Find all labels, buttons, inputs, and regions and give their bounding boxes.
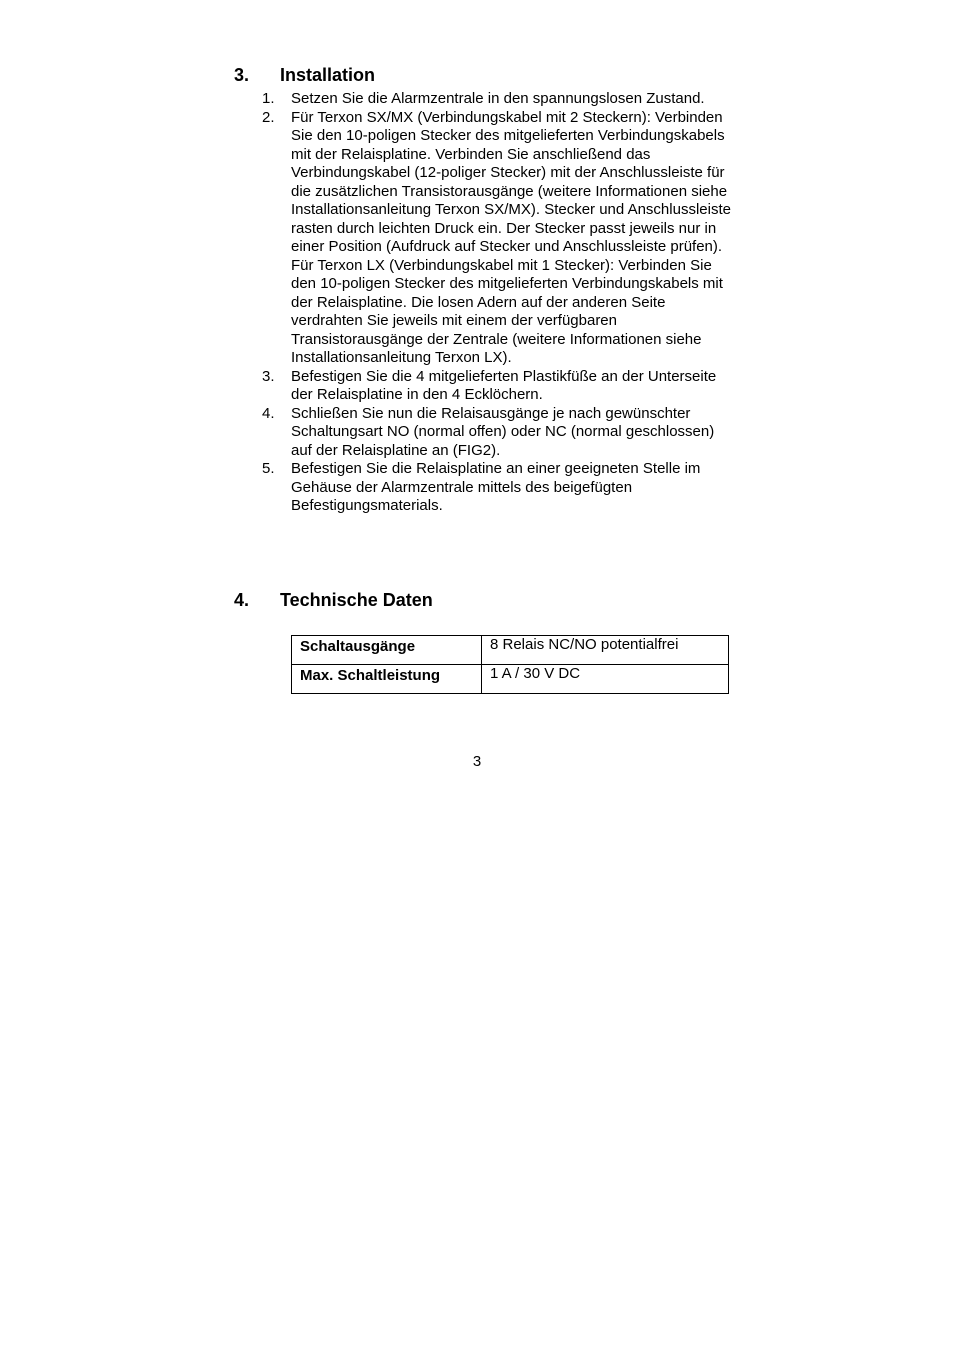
technical-data-table bbox=[291, 635, 729, 694]
section-number: 3. bbox=[234, 65, 250, 85]
section-title: Technische Daten bbox=[280, 590, 433, 610]
table-cell-label: Schaltausgänge bbox=[292, 636, 482, 665]
table-row bbox=[292, 636, 729, 665]
section-heading-installation bbox=[234, 64, 634, 86]
list-item-number: 1. bbox=[262, 90, 275, 107]
step-text: Für Terxon LX (Verbindungskabel mit 1 Stecker): Verbinden Sie den 10-poligen Stecker des mitgelieferten Verbindungskabels mit der Relaisplatine. Die losen Adern auf der anderen Seite verdrahten Sie jeweils mit einem der verfügbaren Transistorausgänge der Zentrale (weitere Informationen siehe Installationsanleitung Terxon LX). bbox=[291, 256, 723, 366]
table-row bbox=[292, 665, 729, 694]
installation-steps-list bbox=[262, 90, 732, 516]
list-item bbox=[262, 460, 732, 516]
step-text: Setzen Sie die Alarmzentrale in den spannungslosen Zustand. bbox=[291, 90, 705, 107]
list-item-number: 2. bbox=[262, 108, 275, 126]
step-text: Befestigen Sie die Relaisplatine an einer geeigneten Stelle im Gehäuse der Alarmzentrale mittels des beigefügten Befestigungsmaterials. bbox=[291, 460, 701, 514]
table-cell-label: Max. Schaltleistung bbox=[292, 665, 482, 694]
list-item bbox=[262, 368, 732, 405]
step-text: Für Terxon SX/MX (Verbindungskabel mit 2 Steckern): Verbinden Sie den 10-poligen Stecker des mitgelieferten Verbindungskabels mit der Relaisplatine. Verbinden Sie anschließend das Verbindungskabel (12-poliger Stecker) mit der Anschlussleiste für die zusätzlichen Transistorausgänge (weitere Informationen siehe Installationsanleitung Terxon SX/MX). Stecker und Anschlussleiste rasten durch leichten Druck ein. Der Stecker passt jeweils nur in einer Position (Aufdruck auf Stecker und Anschlussleiste prüfen). bbox=[291, 108, 731, 255]
section-heading-technical-data bbox=[234, 589, 634, 611]
list-item-number: 5. bbox=[262, 460, 275, 477]
step-text: Befestigen Sie die 4 mitgelieferten Plastikfüße an der Unterseite der Relaisplatine in den 4 Ecklöchern. bbox=[291, 367, 717, 403]
list-item bbox=[262, 109, 732, 368]
table-cell-value: 1 A / 30 V DC bbox=[482, 665, 729, 694]
list-item-number: 3. bbox=[262, 367, 275, 385]
section-number: 4. bbox=[234, 590, 250, 610]
list-item-number: 4. bbox=[262, 404, 275, 422]
page-number: 3 bbox=[472, 753, 482, 770]
table-cell-value: 8 Relais NC/NO potentialfrei bbox=[482, 636, 729, 665]
section-title: Installation bbox=[280, 65, 376, 85]
list-item bbox=[262, 405, 732, 461]
list-item bbox=[262, 90, 732, 109]
step-text: Schließen Sie nun die Relaisausgänge je nach gewünschter Schaltungsart NO (normal offen) oder NC (normal geschlossen) auf der Relaisplatine an (FIG2). bbox=[291, 404, 715, 459]
